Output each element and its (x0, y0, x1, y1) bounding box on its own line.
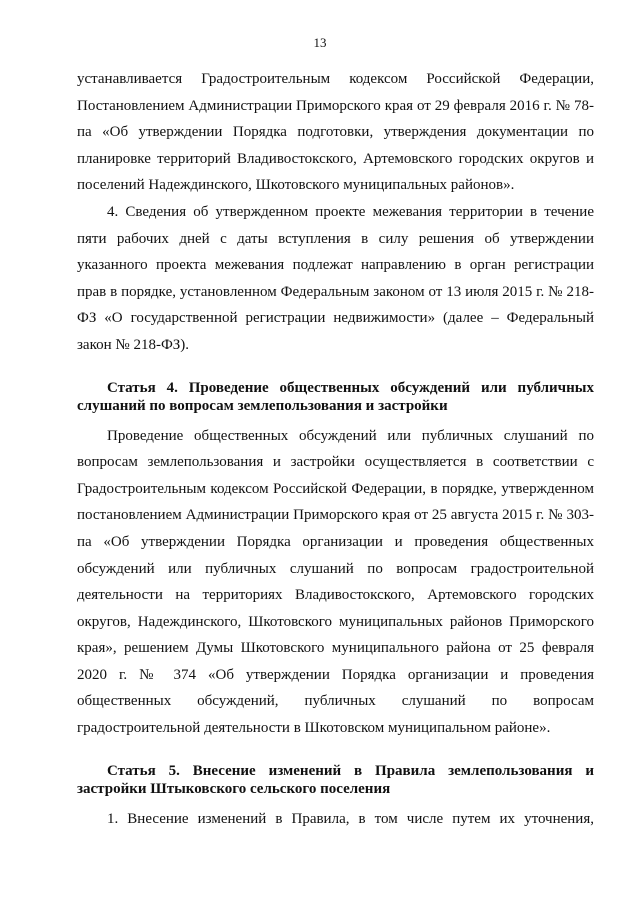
spacer (77, 742, 594, 762)
paragraph-item-4: 4. Сведения об утвержденном проекте межевания территории в течение пяти рабочих дней с даты вступления в силу решения об утверждении указанного проекта межевания подлежат направлению в орган регистрации прав в порядке, установленном Федеральным законом от 13 июля 2015 г. № 218-ФЗ «О государственной регистрации недвижимости» (далее – Федеральный закон № 218-ФЗ). (77, 203, 594, 353)
spacer (77, 359, 594, 379)
document-body (77, 66, 594, 832)
article-5-heading: Статья 5. Внесение изменений в Правила землепользования и застройки Штыковского сельского поселения (77, 762, 594, 797)
article-4-text: Проведение общественных обсуждений или публичных слушаний по вопросам землепользования и застройки осуществляется в соответствии с Градостроительным кодексом Российской Федерации, в порядке, утвержденном постановлением Администрации Приморского края от 25 августа 2015 г. № 303-па «Об утверждении Порядка организации и проведения общественных обсуждений или публичных слушаний по вопросам градостроительной деятельности на территориях Владивостокского, Артемовского городских округов, Надеждинского, Шкотовского муниципальных районов Приморского края», решением Думы Шкотовского муниципального района от 25 февраля 2020 г. № 374 «Об утверждении Порядка организации и проведения общественных обсуждений, публичных слушаний по вопросам градостроительной деятельности в Шкотовском муниципальном районе». (77, 427, 594, 737)
paragraph-continuation: устанавливается Градостроительным кодексом Российской Федерации, Постановлением Администрации Приморского края от 29 февраля 2016 г. № 78-па «Об утверждении Порядка подготовки, утверждения документации по планировке территорий Владивостокского, Артемовского городских округов и поселений Надеждинского, Шкотовского муниципальных районов». (77, 71, 594, 194)
article-4-heading: Статья 4. Проведение общественных обсуждений или публичных слушаний по вопросам землепользования и застройки (77, 379, 594, 414)
spacer (77, 798, 594, 806)
spacer (77, 415, 594, 423)
article-5-item-1: 1. Внесение изменений в Правила, в том числе путем их уточнения, (107, 810, 594, 827)
page-number: 13 (313, 35, 327, 50)
